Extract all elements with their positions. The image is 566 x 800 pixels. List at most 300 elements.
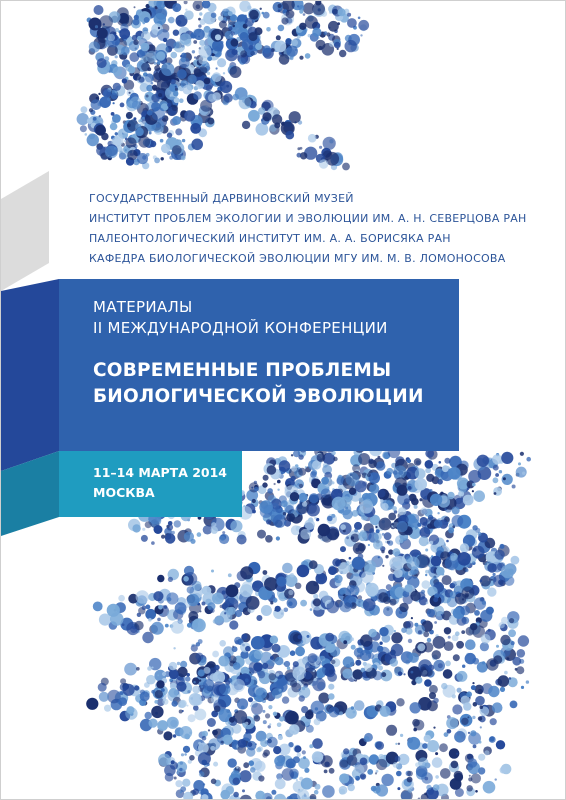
dna-dot [233,778,240,785]
dna-dot [298,468,306,476]
dna-dot [526,680,529,683]
dna-dot [452,704,462,714]
dna-dot [278,4,282,8]
dna-dot [379,518,392,531]
dna-dot [111,93,118,100]
dna-dot [184,39,191,46]
dna-dot [271,790,276,795]
dna-dot [262,663,268,669]
dna-dot [499,470,502,473]
dna-dot [127,150,137,160]
dna-dot [399,539,403,543]
dna-dot [437,592,440,595]
dna-dot [390,658,398,666]
dna-dot [465,639,476,650]
dna-dot [189,755,195,761]
dna-dot [308,653,318,663]
dna-dot [236,24,240,28]
dna-dot [457,688,462,693]
dna-dot [174,520,181,527]
dna-dot [193,91,202,100]
dna-dot [161,535,165,539]
dna-dot [312,2,325,15]
dna-dot [219,534,229,544]
dna-dot [420,668,429,677]
dna-dot [294,745,301,752]
dna-dot [211,570,214,573]
dna-dot [127,123,131,127]
dna-dot [509,677,512,680]
dna-dot [141,535,148,542]
dna-dot [184,10,194,20]
dna-dot [328,566,337,575]
dna-dot [429,489,432,492]
dna-dot [472,682,474,684]
dna-dot [181,155,186,160]
dna-dot [172,701,178,707]
dna-dot [435,775,439,779]
dna-dot [371,786,377,792]
dna-dot [255,791,265,800]
dna-dot [220,81,232,93]
dna-dot [103,89,111,97]
dna-dot [276,536,280,540]
dna-dot [461,548,465,552]
dna-dot [190,123,201,134]
dna-dot [415,468,426,479]
dna-dot [98,683,107,692]
dna-dot [182,779,190,787]
dna-dot [149,719,158,728]
dna-dot [229,26,233,30]
dna-dot [196,4,201,9]
institution-severtsov: ИНСТИТУТ ПРОБЛЕМ ЭКОЛОГИИ И ЭВОЛЮЦИИ ИМ. А. Н. СЕВЕРЦОВА РАН [89,212,527,225]
dna-dot [128,519,140,531]
dna-dot [269,723,271,725]
dna-dot [213,619,218,624]
dna-dot [138,136,150,148]
dna-dot [180,786,186,792]
dna-dot [86,698,98,710]
dna-dot [120,683,128,691]
dna-dot [232,25,235,28]
dna-dot [303,13,306,16]
dna-dot [481,634,491,644]
dna-dot [395,756,401,762]
dna-dot [392,506,397,511]
dna-dot [239,1,250,12]
dna-dot [493,477,499,483]
dna-dot [140,119,142,121]
dna-dot [376,784,388,796]
dna-dot [314,658,317,661]
dna-dot [309,493,319,503]
dna-dot [433,636,446,649]
dna-dot [285,505,294,514]
dna-dot [305,16,318,29]
dna-dot [493,573,496,576]
dna-dot [320,656,323,659]
dna-dot [195,80,204,89]
dna-dot [164,605,168,609]
dna-dot [224,17,227,20]
dna-dot [273,514,286,527]
dna-dot [199,771,205,777]
dna-dot [154,525,163,534]
dna-dot [149,132,152,135]
dna-dot [314,517,317,520]
dna-dot [234,710,248,724]
dna-dot [495,550,505,560]
dna-dot [192,50,195,53]
dna-dot [182,85,192,95]
dna-dot [375,741,384,750]
dna-dot [440,768,451,779]
dna-dot [286,513,295,522]
dna-dot [187,594,199,606]
dna-dot [255,43,262,50]
dna-dot [314,790,319,795]
dna-dot [258,775,264,781]
dna-dot [265,713,270,718]
dna-dot [517,649,526,658]
dna-dot [488,686,499,697]
dna-dot [94,5,104,15]
dna-dot [208,729,210,731]
dna-dot [358,20,369,31]
dna-dot [349,488,356,495]
dna-dot [397,521,408,532]
dna-dot [81,106,88,113]
dna-dot [228,573,232,577]
dna-dot [426,602,429,605]
dna-dot [175,86,177,88]
dna-dot [263,475,269,481]
dna-dot [193,29,204,40]
dna-dot [122,78,127,83]
dna-dot [256,747,261,752]
dna-dot [118,697,127,706]
dna-dot [351,536,354,539]
dna-dot [381,550,384,553]
dna-dot [199,679,201,681]
dna-dot [306,581,319,594]
dna-dot [157,720,168,731]
dna-dot [393,465,407,479]
dna-dot [319,146,322,149]
dna-dot [282,696,289,703]
dna-dot [168,19,170,21]
dna-dot [298,688,300,690]
dna-dot [276,576,286,586]
dna-dot [302,501,307,506]
dna-dot [465,568,469,572]
dna-dot [479,580,482,583]
dna-dot [254,715,261,722]
dna-dot [151,706,163,718]
ribbon-light-fold [1,171,49,291]
dna-dot [447,729,452,734]
dna-dot [442,465,449,472]
dna-dot [134,15,139,20]
dna-dot [467,785,473,791]
dna-dot [162,699,168,705]
dna-dot [142,528,145,531]
dna-dot [122,624,125,627]
dna-dot [172,145,182,155]
dna-dot [445,661,451,667]
dna-dot [225,680,230,685]
dna-dot [290,650,296,656]
dna-dot [439,743,448,752]
dna-dot [396,698,404,706]
dna-dot [172,116,181,125]
dna-dot [166,525,169,528]
dna-dot [410,591,420,601]
dna-dot [500,635,510,645]
dna-dot [328,21,339,32]
dna-dot [239,96,252,109]
dna-dot [367,473,371,477]
dna-dot [293,661,299,667]
dna-dot [398,507,406,515]
dna-dot [282,768,295,781]
dna-dot [93,602,103,612]
dna-dot [255,761,266,772]
dna-dot [198,669,205,676]
dna-dot [321,477,329,485]
dna-dot [77,113,89,125]
dna-dot [236,767,238,769]
dna-dot [245,646,251,652]
dna-dot [267,488,273,494]
dna-dot [376,770,379,773]
dna-dot [325,633,334,642]
dna-dot [486,658,498,670]
dna-dot [333,457,337,461]
dna-dot [198,752,211,765]
dna-dot [89,108,93,112]
dna-dot [453,654,460,661]
dna-dot [115,55,118,58]
dna-dot [101,120,103,122]
dna-dot [475,696,485,706]
dna-dot [193,681,195,683]
dna-dot [296,779,298,781]
dna-dot [310,471,317,478]
dna-dot [146,675,156,685]
dna-dot [198,24,201,27]
dna-dot [308,716,310,718]
dna-dot [391,644,403,656]
dna-dot [232,679,245,692]
dna-dot [441,683,447,689]
dna-dot [113,83,121,91]
dna-dot [309,560,318,569]
dna-dot [384,532,392,540]
dna-dot [393,762,399,768]
dna-dot [433,597,438,602]
dna-dot [361,668,366,673]
dna-dot [480,726,482,728]
dna-dot [383,606,393,616]
dna-dot [245,678,249,682]
dna-dot [184,1,188,4]
dna-dot [263,693,265,695]
dna-dot [176,771,179,774]
dna-dot [170,79,176,85]
dna-dot [498,675,510,687]
dna-dot [508,629,516,637]
dna-dot [313,598,321,606]
dna-dot [450,778,462,790]
dna-dot [316,573,328,585]
dna-dot [142,117,145,120]
dna-dot [202,586,212,596]
dna-dot [224,13,227,16]
dna-dot [452,515,464,527]
dna-dot [303,756,306,759]
dna-dot [463,495,474,506]
dna-dot [222,531,225,534]
dna-dot [369,484,379,494]
dna-dot [437,479,443,485]
dna-dot [136,9,142,15]
dna-dot [233,662,241,670]
dna-dot [171,760,175,764]
dna-dot [318,524,331,537]
dna-dot [468,732,470,734]
dna-dot [346,536,349,539]
dna-dot [137,613,141,617]
dna-dot [460,543,469,552]
dna-dot [126,112,133,119]
dna-dot [240,584,253,597]
dna-dot [354,529,358,533]
dna-dot [328,684,334,690]
dna-dot [214,706,221,713]
dna-dot [472,483,476,487]
dna-dot [249,32,258,41]
dna-dot [157,61,161,65]
dna-dot [299,56,303,60]
dna-dot [479,741,482,744]
dna-dot [262,112,271,121]
dna-dot [331,660,336,665]
dna-dot [437,512,439,514]
dna-dot [91,99,102,110]
dna-dot [424,679,432,687]
dna-dot [452,507,460,515]
dna-dot [487,587,496,596]
dna-dot [161,157,164,160]
dna-dot [456,641,464,649]
dna-dot [392,548,400,556]
dna-dot [286,10,295,19]
dna-dot [425,460,434,469]
dna-dot [345,561,350,566]
dna-dot [512,657,521,666]
dna-dot [258,671,266,679]
dna-dot [220,790,230,800]
dna-dot [522,472,525,475]
dna-dot [468,758,478,768]
dna-dot [414,458,422,466]
dna-dot [228,758,237,767]
dna-dot [332,558,341,567]
dna-dot [427,609,435,617]
dna-dot [152,667,154,669]
dna-dot [347,755,358,766]
dna-dot [421,590,425,594]
dna-dot [450,553,458,561]
dna-dot [313,594,318,599]
dna-dot [415,677,422,684]
dna-dot [425,549,428,552]
dna-dot [202,602,206,606]
dna-dot [161,63,174,76]
dna-dot [192,677,199,684]
dna-dot [265,535,273,543]
dna-dot [80,125,87,132]
dna-dot [254,487,259,492]
dna-dot [347,585,355,593]
dna-dot [409,494,417,502]
dna-dot [277,723,282,728]
dna-dot [432,650,441,659]
dna-dot [380,706,391,717]
dna-dot [475,790,478,793]
dna-dot [496,740,505,749]
dna-dot [150,6,152,8]
dna-dot [309,744,313,748]
dna-dot [212,72,222,82]
dna-dot [340,546,346,552]
dna-dot [245,722,248,725]
dna-dot [418,630,422,634]
dna-dot [193,789,199,795]
dna-dot [169,688,179,698]
dna-dot [187,623,192,628]
dna-dot [262,482,267,487]
dna-dot [99,15,113,29]
dna-dot [125,149,127,151]
dna-dot [173,647,175,649]
dna-dot [293,666,307,680]
dna-dot [518,635,529,646]
dna-dot [520,452,524,456]
dna-dot [403,673,405,675]
dna-dot [182,139,185,142]
dna-dot [167,103,171,107]
dna-dot [151,82,154,85]
dna-dot [305,466,307,468]
dna-dot [215,34,221,40]
dna-dot [137,153,148,164]
dna-dot [347,13,351,17]
dna-dot [206,85,212,91]
dna-dot [262,710,265,713]
dna-dot [473,490,485,502]
dna-dot [226,685,230,689]
dna-dot [97,58,107,68]
dna-dot [284,608,289,613]
dna-dot [252,499,256,503]
dna-dot [408,639,412,643]
dna-dot [274,756,285,767]
dna-dot [354,522,362,530]
dna-dot [376,461,386,471]
